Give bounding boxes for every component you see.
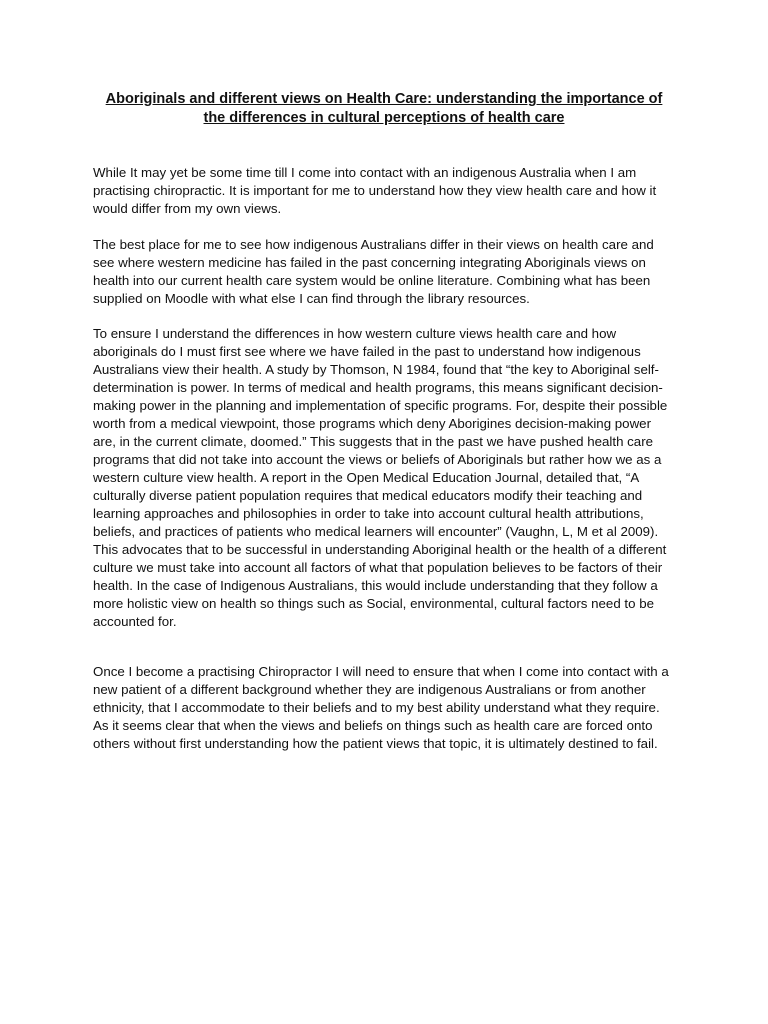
paragraph-analysis: To ensure I understand the differences in how western culture views health care and how aboriginals do I must first see where we have failed in the past to understand how indigenous Australians view their health. A study by Thomson, N 1984, found that “the key to Aboriginal self-determination is power. In terms of medical and health programs, this means significant decision-making power in the planning and implementation of specific programs. For, despite their possible worth from a medical viewpoint, those programs which deny Aborigines decision-making power are, in the current climate, doomed.” This suggests that in the past we have pushed health care programs that did not take into account the views or beliefs of Aboriginals but rather how we as a western culture view health. A report in the Open Medical Education Journal, detailed that, “A culturally diverse patient population requires that medical educators modify their teaching and learning approaches and philosophies in order to take into account cultural health attributions, beliefs, and practices of patients who medical learners will encounter” (Vaughn, L, M et al 2009). This advocates that to be successful in understanding Aboriginal health or the health of a different culture we must take into account all factors of what that population believes to be factors of their health. In the case of Indigenous Australians, this would include understanding that they follow a more holistic view on health so things such as Social, environmental, cultural factors need to be accounted for.: [93, 326, 668, 629]
paragraph-intro: While It may yet be some time till I come into contact with an indigenous Australia when I am practising chiropractic. It is important for me to understand how they view health care and how it would differ from my own views.: [93, 165, 657, 216]
paragraph-sources: The best place for me to see how indigenous Australians differ in their views on health care and see where western medicine has failed in the past concerning integrating Aboriginals views on health into our current health care system would be online literature. Combining what has been supplied on Moodle with what else I can find through the library resources.: [93, 237, 654, 306]
paragraph-conclusion: Once I become a practising Chiropractor I will need to ensure that when I come into contact with a new patient of a different background whether they are indigenous Australians or from another ethnicity, that I accommodate to their beliefs and to my best ability understand what they require. As it seems clear that when the views and beliefs on things such as health care are forced onto others without first understanding how the patient views that topic, it is ultimately destined to fail.: [93, 664, 669, 751]
document-title: Aboriginals and different views on Health Care: understanding the importance of the differences in cultural perceptions of health care: [105, 91, 663, 126]
